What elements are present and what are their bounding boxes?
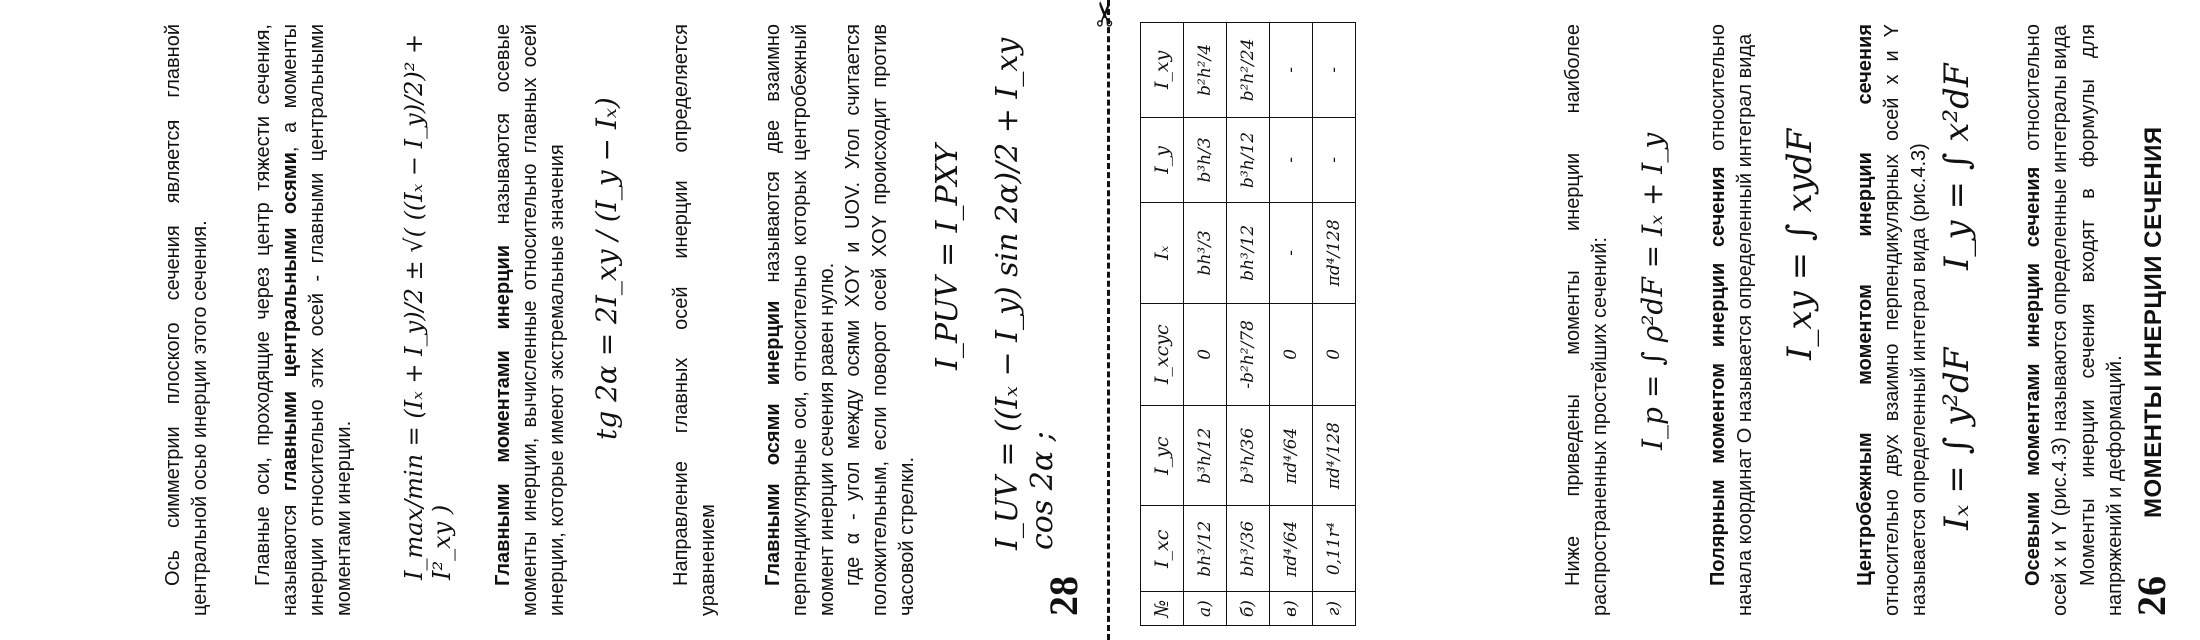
table-cell: πd⁴/64 bbox=[1270, 506, 1313, 592]
table-cell: b³h/12 bbox=[1227, 117, 1270, 202]
table-cell: б) bbox=[1227, 592, 1270, 626]
table-cell: b²h²/24 bbox=[1227, 23, 1270, 118]
angle-paragraph: где α - угол между осями XOY и UOV. Угол считается положительным, если поворот осей XOY происходит против часовой стрелки. bbox=[842, 24, 918, 616]
table-cell: - bbox=[1313, 23, 1356, 118]
table-header-cell: I_xc bbox=[1141, 506, 1184, 592]
table-cell: - bbox=[1270, 203, 1313, 303]
table-header-cell: I_y bbox=[1141, 117, 1184, 202]
polar-term: Полярным моментом инерции сечения bbox=[1707, 166, 1729, 586]
table-row bbox=[1270, 23, 1313, 626]
principal-axes-term: Главными осями инерции bbox=[762, 300, 784, 586]
formula-ipuv: I_PUV = I_PXY bbox=[930, 144, 965, 370]
table-header-row bbox=[1141, 23, 1184, 626]
table-cell: bh³/36 bbox=[1227, 506, 1270, 592]
formula-ip: I_p = ∫ ρ²dF = Iₓ + I_y bbox=[1636, 132, 1669, 450]
formula-imax: I_max/min = (Iₓ + I_y)/2 ± √( ((Iₓ − I_y)/2)² + I²_xy ) bbox=[400, 33, 456, 580]
table-row bbox=[1184, 23, 1227, 626]
cut-line-divider bbox=[1107, 0, 1110, 640]
table-header-cell: I_xcyc bbox=[1141, 303, 1184, 405]
inertia-table bbox=[1140, 22, 1356, 626]
principal-moments-paragraph: Главными моментами инерции называются осевые моменты инерции, вычисленные относительно главных осей инерции, которые имеют экстремальные значения bbox=[492, 24, 568, 616]
table-cell: 0 bbox=[1184, 303, 1227, 405]
symmetry-paragraph: Ось симметрии плоского сечения является главной центральной осью инерции этого сечения. bbox=[162, 24, 211, 616]
table-cell: b³h/3 bbox=[1184, 117, 1227, 202]
table-cell: - bbox=[1270, 23, 1313, 118]
table-cell: bh³/12 bbox=[1227, 203, 1270, 303]
table-cell: b²h²/4 bbox=[1184, 23, 1227, 118]
polar-paragraph: Полярным моментом инерции сечения относительно начала координат O называется определенный интеграл вида bbox=[1707, 24, 1756, 616]
table-cell: - bbox=[1270, 117, 1313, 202]
direction-paragraph: Направление главных осей инерции определяется уравнением bbox=[670, 24, 719, 616]
table-cell: г) bbox=[1313, 592, 1356, 626]
table-cell: bh³/3 bbox=[1184, 203, 1227, 303]
table-row bbox=[1313, 23, 1356, 626]
section-number-28: 28 bbox=[1041, 576, 1086, 616]
scissors-icon: ✂ bbox=[1087, 0, 1125, 28]
table-cell: - bbox=[1313, 117, 1356, 202]
table-row bbox=[1227, 23, 1270, 626]
table-header-cell: I_yc bbox=[1141, 406, 1184, 506]
table-header-cell: Iₓ bbox=[1141, 203, 1184, 303]
axial-paragraph: Осевыми моментами инерции сечения относительно осей x и Y (рис.4.3) называются определенные интегралы вида bbox=[2022, 24, 2071, 616]
table-cell: а) bbox=[1184, 592, 1227, 626]
table-cell: -b²h²/78 bbox=[1227, 303, 1270, 405]
formula-iuv: I_UV = ((Iₓ − I_y) sin 2α)/2 + I_xy cos 2α ; bbox=[990, 37, 1060, 550]
table-cell: в) bbox=[1270, 592, 1313, 626]
centrifugal-paragraph: Центробежным моментом инерции сечения относительно двух взаимно перпендикулярных осей x и Y называется определенный интеграл вида (рис.4.3) bbox=[1854, 24, 1930, 616]
central-axes-term: главными центральными осями bbox=[279, 152, 301, 492]
formula-tg: tg 2α = 2I_xy / (I_y − Iₓ) bbox=[590, 97, 623, 440]
section-number-26: 26 bbox=[2129, 576, 2174, 616]
table-cell: πd⁴/64 bbox=[1270, 406, 1313, 506]
section-title: МОМЕНТЫ ИНЕРЦИИ СЕЧЕНИЯ bbox=[2140, 126, 2167, 518]
intro-paragraph: Моменты инерции сечения входят в формулы для напряжений и деформаций. bbox=[2077, 24, 2126, 616]
formula-ix: Iₓ = ∫ y²dF bbox=[1937, 347, 1977, 530]
table-cell: b³h/36 bbox=[1227, 406, 1270, 506]
table-cell: πd⁴/128 bbox=[1313, 203, 1356, 303]
formula-iy: I_y = ∫ x²dF bbox=[1937, 63, 1977, 270]
axial-term: Осевыми моментами инерции сечения bbox=[2022, 166, 2044, 586]
table-cell: b³h/12 bbox=[1184, 406, 1227, 506]
table-cell: bh³/12 bbox=[1184, 506, 1227, 592]
formula-ixy: I_xy = ∫ xydF bbox=[1780, 128, 1820, 360]
table-cell: 0,11r⁴ bbox=[1313, 506, 1356, 592]
table-header-cell: № bbox=[1141, 592, 1184, 626]
principal-axes-paragraph: Главными осями инерции называются две взаимно перпендикулярные оси, относительно которых центробежный момент инерции сечения равен нулю. bbox=[762, 23, 838, 616]
table-cell: 0 bbox=[1313, 303, 1356, 405]
table-cell: 0 bbox=[1270, 303, 1313, 405]
table-header-cell: I_xy bbox=[1141, 23, 1184, 118]
centrifugal-term: Центробежным моментом инерции сечения bbox=[1854, 24, 1876, 586]
principal-moments-term: Главными моментами инерции bbox=[492, 244, 514, 586]
central-axes-paragraph: Главные оси, проходящие через центр тяжести сечения, называются главными центральными осями, а моменты инерции относительно этих осей - главными центральными моментами инерции. bbox=[252, 24, 355, 616]
table-cell: πd⁴/128 bbox=[1313, 406, 1356, 506]
table-intro: Ниже приведены моменты инерции наиболее распространенных простейших сечений: bbox=[1562, 24, 1611, 616]
